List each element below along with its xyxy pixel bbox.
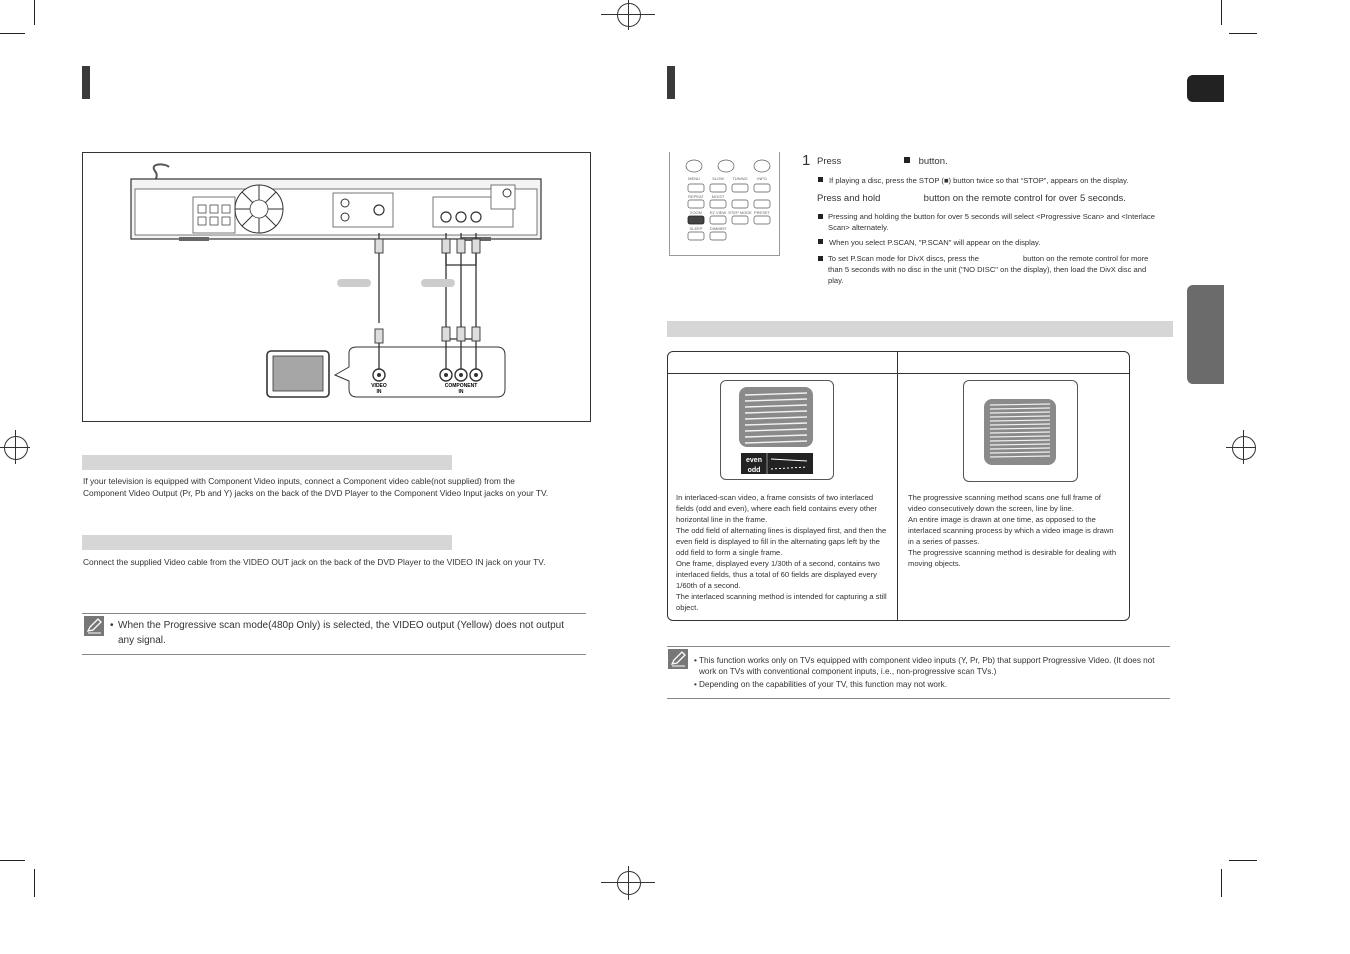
section-bar-scan <box>667 321 1173 337</box>
remote-label: EZ VIEW <box>709 210 727 215</box>
note-pencil-icon <box>84 616 104 636</box>
remote-label: SLOW <box>712 176 724 181</box>
progressive-svg <box>964 381 1077 481</box>
composite-body: Connect the supplied Video cable from the VIDEO OUT jack on the back of the DVD Player to the VIDEO IN jack on your TV. <box>83 557 546 567</box>
step1-bullet-1: If playing a disc, press the STOP (■) button twice so that “STOP”, appears on the display. <box>818 175 1168 186</box>
step1-bullet-3: When you select P.SCAN, "P.SCAN" will appear on the display. <box>818 237 1158 248</box>
remote-label: SLEEP <box>689 226 703 231</box>
crop-mark <box>0 860 25 861</box>
step1-instruction <box>817 156 948 167</box>
step1-bullet-2: Pressing and holding the button for over 5 seconds will select <Progressive Scan> and <Interlace Scan> alternately. <box>818 211 1158 233</box>
progressive-column-header <box>897 352 1129 374</box>
remote-svg <box>670 152 779 255</box>
remote-label: STEP MODE <box>728 210 752 215</box>
stop-square-icon <box>904 157 910 163</box>
p-scan-button[interactable] <box>688 216 704 224</box>
note-left: • When the Progressive scan mode(480p Only) is selected, the VIDEO output (Yellow) does not output any signal. <box>82 613 586 655</box>
remote-control-illustration <box>669 152 780 256</box>
crop-mark <box>1229 860 1257 861</box>
tv-component-sub: IN <box>458 389 464 395</box>
progressive-description: The progressive scanning method scans one full frame of video consecutively down the screen, line by line. An entire image is drawn at one time, as opposed to the interlaced scanning process by which a video image is drawn in a series of passes. The progressive scanning method is desirable for dealing with moving objects. <box>908 493 1117 568</box>
remote-label: MENU <box>688 176 700 181</box>
section-bar-composite <box>82 535 452 550</box>
title-bar-left <box>82 66 90 99</box>
odd-label: odd <box>747 467 761 474</box>
bullet-square-icon <box>818 239 823 244</box>
speaker-jacks <box>193 197 235 233</box>
remote-label: TUNING <box>732 176 748 181</box>
interlaced-column-header <box>668 352 897 374</box>
step1-bullet-4: To set P.Scan mode for DivX discs, press the button on the remote control for more than 5 seconds with no disc in the unit ("NO DISC" on the display), then load the DivX disc and play. <box>818 253 1158 286</box>
diagram-svg <box>83 153 590 421</box>
interlaced-illustration <box>720 380 834 480</box>
step-number: 1 <box>802 152 811 169</box>
tv-video-sub: IN <box>376 389 382 395</box>
bullet-square-icon <box>818 214 823 219</box>
column-divider <box>897 352 898 620</box>
video-out-jack <box>374 205 384 215</box>
remote-label: PRESET <box>753 210 771 215</box>
cable-label-pill <box>337 279 371 287</box>
progressive-illustration <box>963 380 1078 482</box>
crop-mark <box>1221 869 1222 897</box>
scan-comparison-table <box>667 351 1130 621</box>
crop-mark <box>1229 33 1257 34</box>
note-pencil-icon <box>668 649 688 669</box>
interlaced-description: In interlaced-scan video, a frame consists of two interlaced fields (odd and even), where each field contains every other horizontal line in the frame. The odd field of alternating lines is displayed first, and then the even field is displayed to fill in the alternating gaps left by the odd field to form a single frame. One frame, displayed every 1/30th of a second, contains two interlaced fields, thus a total of 60 fields are displayed every 1/60th of a second. The interlaced scanning method is intended for capturing a still object. <box>676 493 887 612</box>
note-left-text: When the Progressive scan mode(480p Only) is selected, the VIDEO output (Yellow) does not output any signal. <box>118 620 564 646</box>
note-right-text-1: This function works only on TVs equipped with component video inputs (Y, Pr, Pb) that support Progressive Video. (It does not work on TVs with conventional component inputs, i.e., non-progressive scan TVs.) <box>699 656 1155 676</box>
note-right: • This function works only on TVs equipped with component video inputs (Y, Pr, Pb) that support Progressive Video. (It does not work on TVs with conventional component inputs, i.e., non-progressive scan TVs.) • Depending on the capabilities of your TV, this function may not work. <box>667 646 1170 699</box>
chapter-tab <box>1187 285 1224 384</box>
remote-label: DIMMER <box>709 226 727 231</box>
remote-label: REPEAT <box>688 194 704 199</box>
crop-mark <box>1221 0 1222 25</box>
remote-label: INFO <box>757 176 767 181</box>
bullet-square-icon <box>818 256 823 261</box>
component-body: If your television is equipped with Component Video inputs, connect a Component video cable(not supplied) from the Component Video Output (Pr, Pb and Y) jacks on the back of the DVD Player to the Component Video Input jacks on your TV. <box>83 476 549 498</box>
interlaced-svg <box>721 381 833 479</box>
note-right-text-2: Depending on the capabilities of your TV, this function may not work. <box>699 680 948 689</box>
step1-button-suffix: button. <box>918 156 948 167</box>
tv-video-label: VIDEO <box>371 383 387 389</box>
tv-component-label: COMPONENT <box>444 383 478 389</box>
even-label: even <box>746 457 762 464</box>
crop-mark <box>0 33 25 34</box>
step1-press: Press <box>817 156 842 167</box>
section-bar-component <box>82 455 452 470</box>
language-tab <box>1187 75 1224 102</box>
bullet-square-icon <box>818 177 823 182</box>
cable-label-pill <box>421 279 455 287</box>
connection-diagram <box>82 152 591 422</box>
remote-label: MO/ST <box>711 194 725 199</box>
crop-mark <box>34 0 35 25</box>
step1-hold: Press and hold button on the remote control for over 5 seconds. <box>817 193 1126 204</box>
crop-mark <box>34 869 35 897</box>
title-bar-right <box>667 66 675 99</box>
remote-label: ZOOM <box>690 210 702 215</box>
